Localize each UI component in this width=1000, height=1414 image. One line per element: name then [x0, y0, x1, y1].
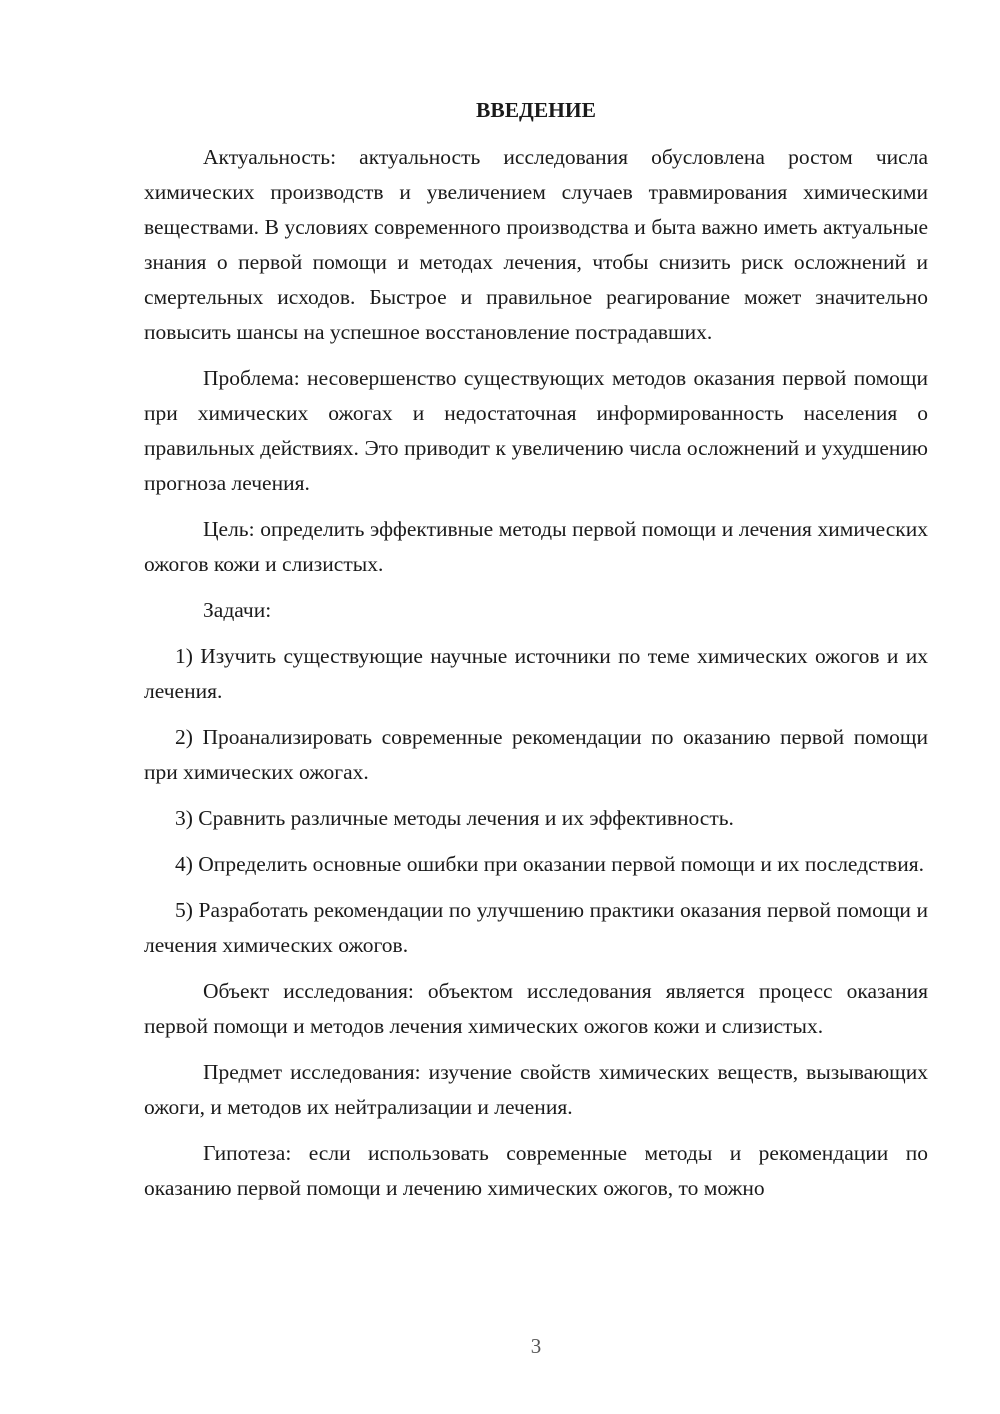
paragraph-subject: Предмет исследования: изучение свойств химических веществ, вызывающих ожоги, и методов их нейтрализации и лечения. [144, 1060, 928, 1119]
task-item-4: 4) Определить основные ошибки при оказании первой помощи и их последствия. [175, 852, 924, 876]
task-item-5: 5) Разработать рекомендации по улучшению практики оказания первой помощи и лечения химических ожогов. [144, 898, 928, 957]
paragraph-tasks-heading: Задачи: [203, 598, 272, 622]
paragraph-goal: Цель: определить эффективные методы первой помощи и лечения химических ожогов кожи и слизистых. [144, 517, 928, 576]
section-title: ВВЕДЕНИЕ [476, 98, 596, 122]
document-body [144, 93, 928, 1217]
task-item-3: 3) Сравнить различные методы лечения и их эффективность. [175, 806, 734, 830]
page-number: 3 [530, 1334, 542, 1358]
paragraph-hypothesis: Гипотеза: если использовать современные методы и рекомендации по оказанию первой помощи и лечению химических ожогов, то можно [144, 1141, 928, 1200]
paragraph-object: Объект исследования: объектом исследования является процесс оказания первой помощи и методов лечения химических ожогов кожи и слизистых. [144, 979, 928, 1038]
task-item-2: 2) Проанализировать современные рекомендации по оказанию первой помощи при химических ожогах. [144, 725, 928, 784]
paragraph-relevance: Актуальность: актуальность исследования обусловлена ростом числа химических производств и увеличением случаев травмирования химическими веществами. В условиях современного производства и быта важно иметь актуальные знания о первой помощи и методах лечения, чтобы снизить риск осложнений и смертельных исходов. Быстрое и правильное реагирование может значительно повысить шансы на успешное восстановление пострадавших. [144, 145, 928, 344]
task-item-1: 1) Изучить существующие научные источники по теме химических ожогов и их лечения. [144, 644, 928, 703]
paragraph-problem: Проблема: несовершенство существующих методов оказания первой помощи при химических ожогах и недостаточная информированность населения о правильных действиях. Это приводит к увеличению числа осложнений и ухудшению прогноза лечения. [144, 366, 928, 495]
